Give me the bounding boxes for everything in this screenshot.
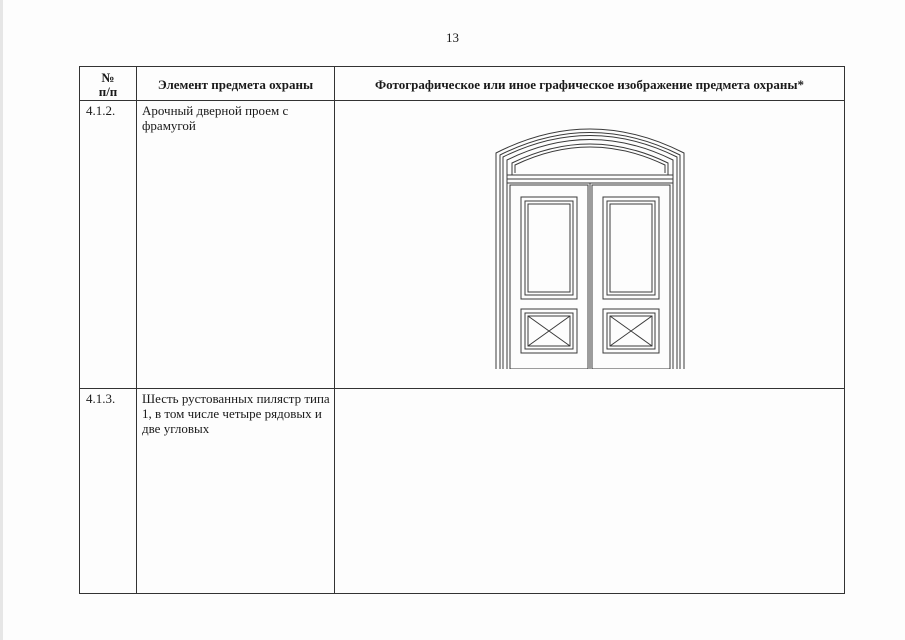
page-edge bbox=[0, 0, 3, 640]
table-row bbox=[80, 389, 845, 594]
header-image: Фотографическое или иное графическое изображение предмета охраны* bbox=[335, 67, 845, 101]
heritage-table bbox=[79, 66, 845, 594]
row-image-cell bbox=[335, 389, 845, 594]
table-header-row bbox=[80, 67, 845, 101]
row-element: Шесть рустованных пилястр типа 1, в том числе четыре рядовых и две угловых bbox=[137, 389, 335, 594]
arched-door-drawing bbox=[492, 113, 688, 369]
row-number: 4.1.3. bbox=[80, 389, 137, 594]
header-element: Элемент предмета охраны bbox=[137, 67, 335, 101]
table-row bbox=[80, 101, 845, 389]
row-image-cell bbox=[335, 101, 845, 389]
row-number: 4.1.2. bbox=[80, 101, 137, 389]
header-num: № п/п bbox=[80, 67, 137, 101]
page-number: 13 bbox=[446, 30, 459, 45]
row-element: Арочный дверной проем с фрамугой bbox=[137, 101, 335, 389]
